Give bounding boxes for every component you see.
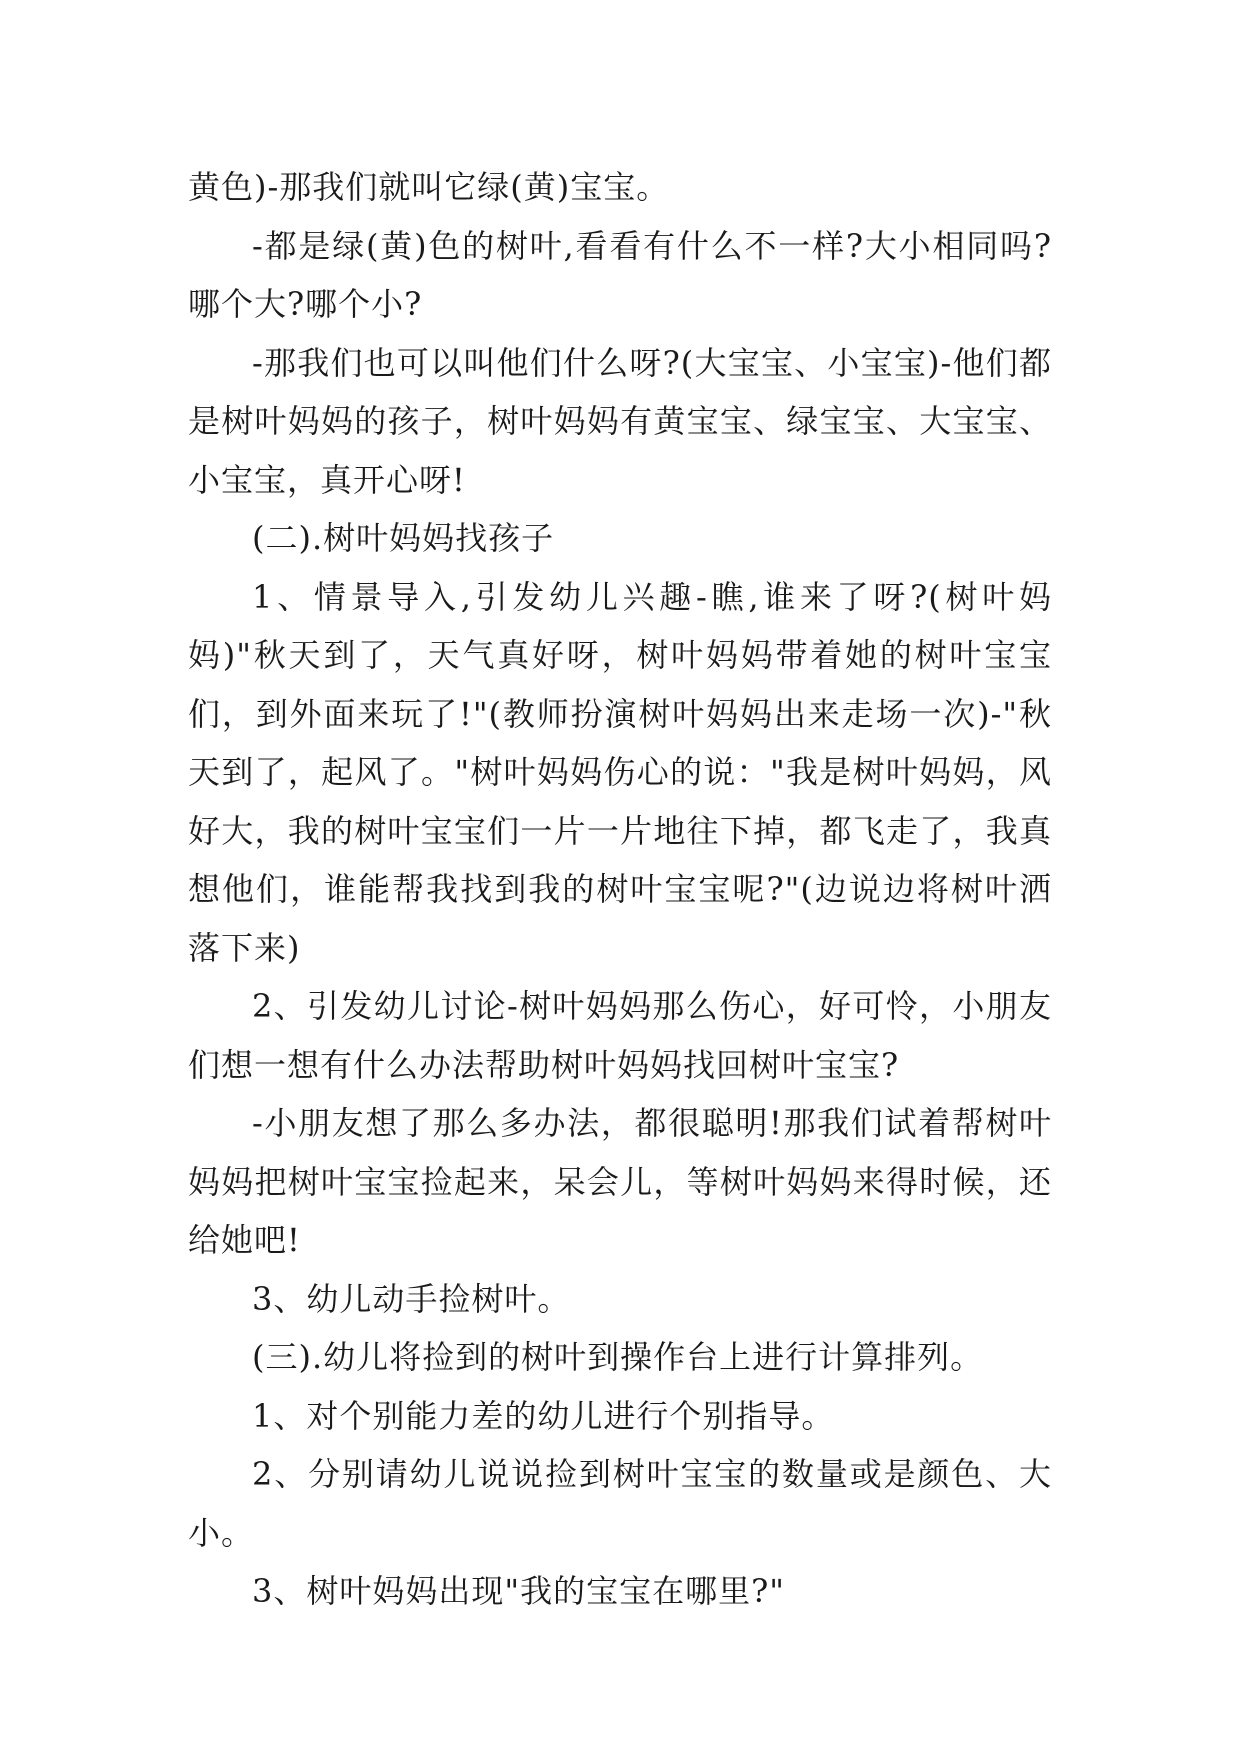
document-body (188, 158, 1052, 1621)
paragraph: -那我们也可以叫他们什么呀?(大宝宝、小宝宝)-他们都是树叶妈妈的孩子，树叶妈妈有黄宝宝、绿宝宝、大宝宝、小宝宝，真开心呀! (188, 343, 1052, 499)
paragraph: -小朋友想了那么多办法，都很聪明!那我们试着帮树叶妈妈把树叶宝宝捡起来，呆会儿，等树叶妈妈来得时候，还给她吧! (188, 1104, 1052, 1259)
paragraph: 2、引发幼儿讨论-树叶妈妈那么伤心，好可怜，小朋友们想一想有什么办法帮助树叶妈妈找回树叶宝宝? (188, 987, 1052, 1084)
paragraph: 1、对个别能力差的幼儿进行个别指导。 (252, 1396, 835, 1435)
paragraph: 3、幼儿动手捡树叶。 (252, 1279, 571, 1318)
paragraph: 2、分别请幼儿说说捡到树叶宝宝的数量或是颜色、大小。 (188, 1455, 1052, 1552)
section-heading: (三).幼儿将捡到的树叶到操作台上进行计算排列。 (252, 1338, 984, 1376)
paragraph: -都是绿(黄)色的树叶,看看有什么不一样?大小相同吗?哪个大?哪个小? (188, 226, 1052, 323)
paragraph: 1、情景导入,引发幼儿兴趣-瞧,谁来了呀?(树叶妈妈)"秋天到了，天气真好呀，树叶妈妈带着她的树叶宝宝们，到外面来玩了!"(教师扮演树叶妈妈出来走场一次)-"秋天到了，起风了。"树叶妈妈伤心的说："我是树叶妈妈，风好大，我的树叶宝宝们一片一片地往下掉，都飞走了，我真想他们，谁能帮我找到我的树叶宝宝呢?"(边说边将树叶洒落下来) (188, 577, 1052, 967)
paragraph: 黄色)-那我们就叫它绿(黄)宝宝。 (188, 168, 670, 206)
paragraph: 3、树叶妈妈出现"我的宝宝在哪里?" (252, 1572, 785, 1610)
section-heading: (二).树叶妈妈找孩子 (252, 519, 555, 557)
